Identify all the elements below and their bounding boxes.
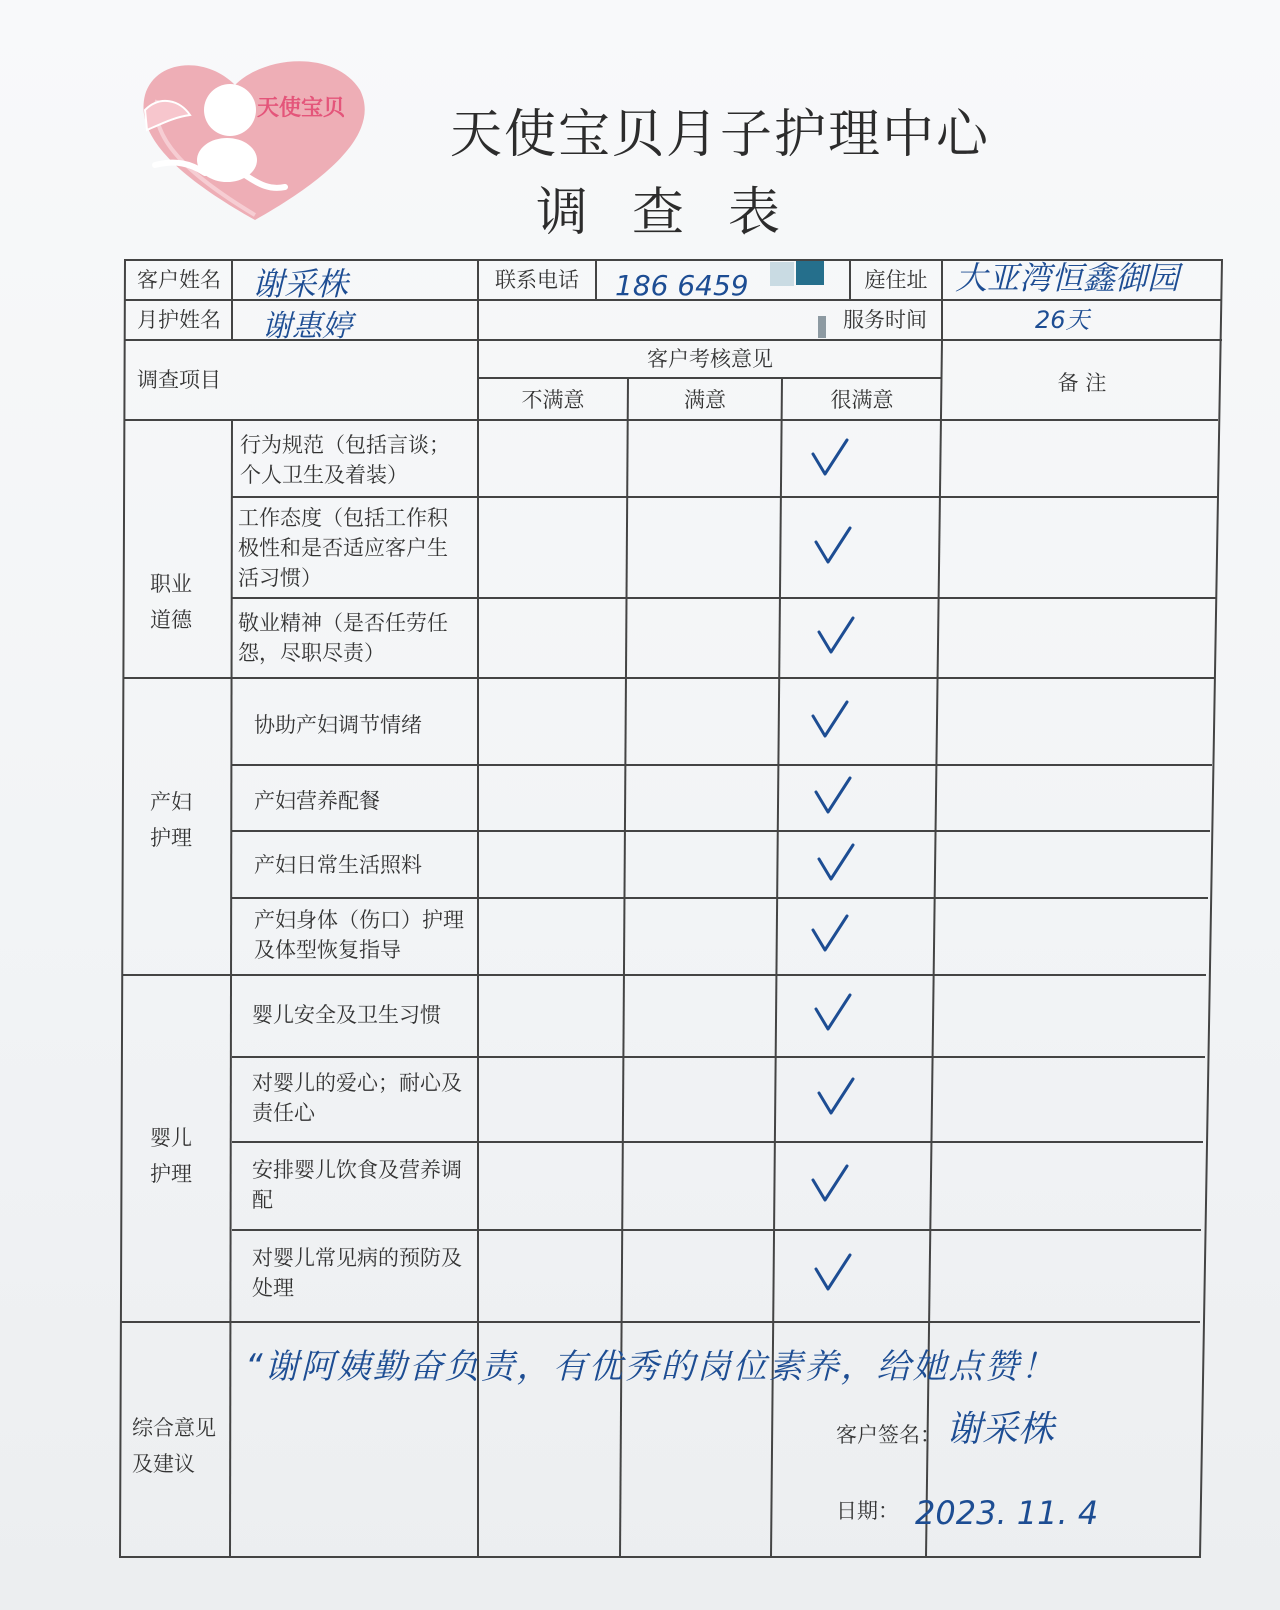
page-title: 天使宝贝月子护理中心 [449, 105, 990, 165]
checkmark [813, 440, 847, 474]
group-label-professional-ethics: 职业道德 [150, 572, 192, 632]
checkmark [813, 702, 847, 736]
address-label: 庭住址 [864, 268, 928, 292]
nurse-name-label: 月护姓名 [137, 308, 221, 332]
rating-header-very-satisfied: 很满意 [830, 388, 894, 412]
group-label-maternal-care: 产妇护理 [150, 790, 192, 850]
notes-header: 备 注 [1057, 371, 1107, 395]
customer-name-label: 客户姓名 [137, 268, 221, 292]
signature-label: 客户签名： [836, 1423, 941, 1447]
summary-label: 综合意见及建议 [132, 1416, 216, 1476]
item-infant-illness: 对婴儿常见病的预防及处理 [252, 1246, 462, 1300]
service-time-value: 26天 [1035, 306, 1090, 334]
customer-name-value: 谢采株 [252, 265, 349, 303]
survey-items-header: 调查项目 [137, 368, 221, 392]
service-time-label: 服务时间 [843, 308, 927, 332]
rating-header-satisfied: 满意 [684, 388, 726, 412]
signature-value: 谢采株 [946, 1409, 1055, 1450]
phone-label: 联系电话 [495, 268, 579, 292]
address-value: 大亚湾恒鑫御园 [955, 259, 1180, 297]
checkmark [819, 618, 853, 652]
item-infant-love: 对婴儿的爱心；耐心及责任心 [252, 1071, 462, 1125]
checkmark [816, 995, 850, 1029]
checkmark [813, 916, 847, 950]
logo-text: 天使宝贝 [257, 96, 346, 121]
nurse-name-value: 谢惠婷 [262, 309, 352, 344]
group-label-infant-care: 婴儿护理 [150, 1126, 192, 1186]
item-conduct: 行为规范（包括言谈；个人卫生及着装） [240, 433, 450, 487]
date-value: 2023. 11. 4 [915, 1494, 1099, 1532]
item-work-attitude: 工作态度（包括工作积极性和是否适应客户生活习惯） [238, 506, 448, 590]
customer-opinion-header: 客户考核意见 [647, 347, 773, 371]
item-infant-diet: 安排婴儿饮食及营养调配 [252, 1158, 462, 1212]
checkmark [819, 1079, 853, 1113]
item-recovery-guidance: 产妇身体（伤口）护理及体型恢复指导 [254, 908, 464, 962]
date-label: 日期： [836, 1499, 899, 1523]
item-dedication: 敬业精神（是否任劳任怨，尽职尽责） [238, 611, 448, 665]
checkmark [816, 528, 850, 562]
item-infant-safety: 婴儿安全及卫生习惯 [252, 1003, 441, 1027]
page-subtitle: 调查表 [535, 183, 824, 243]
item-nutrition-meals: 产妇营养配餐 [254, 789, 380, 813]
checkmark [816, 778, 850, 812]
item-daily-care: 产妇日常生活照料 [254, 853, 422, 877]
phone-value: 186 6459 [615, 269, 749, 302]
checkmark [813, 1166, 847, 1200]
rating-header-unsatisfied: 不满意 [521, 388, 585, 412]
checkmark [819, 845, 853, 879]
checkmark [816, 1255, 850, 1289]
summary-comment: “谢阿姨勤奋负责，有优秀的岗位素养，给她点赞！ [245, 1347, 1057, 1387]
item-emotion-support: 协助产妇调节情绪 [254, 713, 422, 737]
